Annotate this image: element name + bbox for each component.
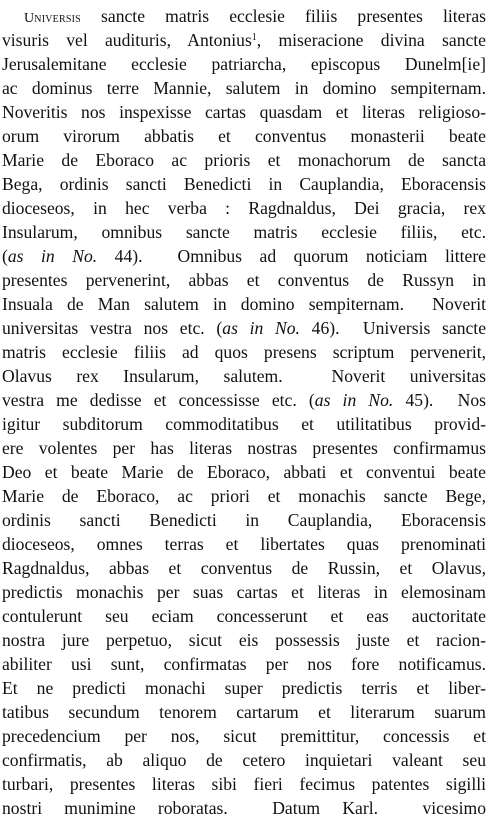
text-line-5: Noveritis nos inspexisse cartas quasdam et literas religioso-	[2, 102, 486, 122]
text-line-26: contulerunt seu eciam concesserunt et eas auctoritate	[2, 606, 486, 626]
text-line-13: Insuala de Man salutem in domino sempiternam. Noverit	[2, 294, 486, 314]
text-line-14: universitas vestra nos etc. (as in No. 46). Universis sancte	[2, 318, 486, 338]
text-line-23: dioceseos, omnes terras et libertates quas prenominati	[2, 534, 486, 554]
cross-reference: as in No.	[314, 390, 394, 410]
text-line-2: visuris vel audituris, Antonius$^1$, miseracione divina sancte	[2, 30, 486, 50]
text-line-25: predictis monachis per suas cartas et literas in elemosinam	[2, 582, 486, 602]
cross-reference: as in No.	[222, 318, 300, 338]
text-line-7: Marie de Eboraco ac prioris et monachorum de sancta	[2, 150, 486, 170]
text-line-16: Olavus rex Insularum, salutem. Noverit universitas	[2, 366, 486, 386]
text-line-32: confirmatis, ab aliquo de cetero inquietari valeant seu	[2, 750, 486, 770]
text-line-28: abiliter usi sunt, confirmatas per nos fore notificamus.	[2, 654, 486, 674]
text-line-19: ere volentes per has literas nostras presentes confirmamus	[2, 438, 486, 458]
opening-word: Universis	[24, 11, 81, 26]
text-line-9: dioceseos, in hec verba : Ragdnaldus, Dei gracia, rex	[2, 198, 486, 218]
text-line-30: tatibus secundum tenorem cartarum et literarum suarum	[2, 702, 486, 722]
text-line-27: nostra jure perpetuo, sicut eis possessis juste et racion-	[2, 630, 486, 650]
text-line-3: Jerusalemitane ecclesie patriarcha, episcopus Dunelm[ie]	[2, 54, 486, 74]
text-line-10: Insularum, omnibus sancte matris ecclesie filiis, etc.	[2, 222, 486, 242]
text-line-1: Universis sancte matris ecclesie filiis presentes literas	[24, 6, 486, 26]
cross-reference: as in No.	[7, 246, 98, 266]
text-line-12: presentes pervenerint, abbas et conventus de Russyn in	[2, 270, 486, 290]
text-line-8: Bega, ordinis sancti Benedicti in Cauplandia, Eboracensis	[2, 174, 486, 194]
text-line-4: ac dominus terre Mannie, salutem in domino sempiternam.	[2, 78, 486, 98]
text-line-11: (as in No. 44). Omnibus ad quorum noticiam littere	[2, 246, 486, 266]
text-line-22: ordinis sancti Benedicti in Cauplandia, Eboracensis	[2, 510, 486, 530]
text-line-20: Deo et beate Marie de Eboraco, abbati et conventui beate	[2, 462, 486, 482]
text-line-34: nostri munimine roboratas. Datum Karl. vicesimo	[2, 798, 486, 818]
text-line-29: Et ne predicti monachi super predictis terris et liber-	[2, 678, 486, 698]
text-line-17: vestra me dedisse et concessisse etc. (as in No. 45). Nos	[2, 390, 486, 410]
text-line-21: Marie de Eboraco, ac priori et monachis sancte Bege,	[2, 486, 486, 506]
footnote-marker: 1	[251, 32, 257, 43]
text-line-15: matris ecclesie filiis ad quos presens scriptum pervenerit,	[2, 342, 486, 362]
text-line-31: precedencium per nos, sicut premittitur, concessis et	[2, 726, 486, 746]
text-line-6: orum virorum abbatis et conventus monasterii beate	[2, 126, 486, 146]
text-line-18: igitur subditorum commoditatibus et utilitatibus provid-	[2, 414, 486, 434]
text-line-33: turbari, presentes literas sibi fieri fecimus patentes sigilli	[2, 774, 486, 794]
text-line-24: Ragdnaldus, abbas et conventus de Russin, et Olavus,	[2, 558, 486, 578]
